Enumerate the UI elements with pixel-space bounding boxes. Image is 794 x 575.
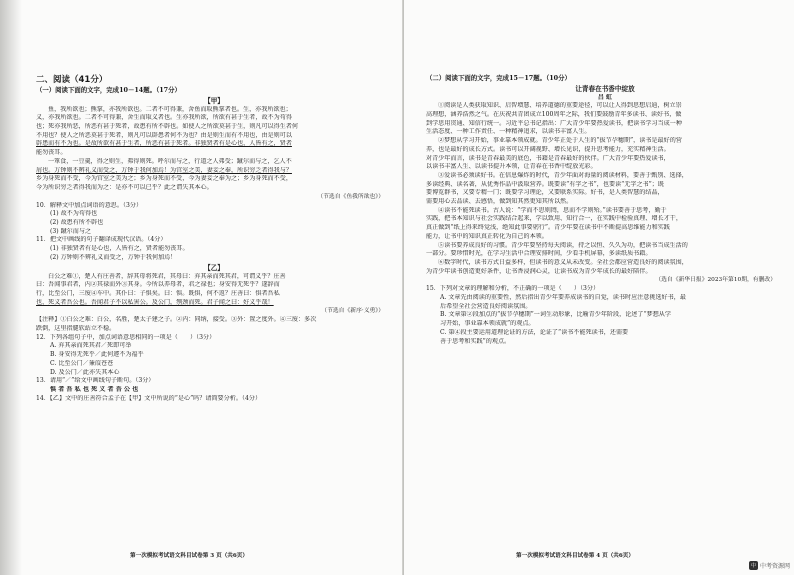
question-15: 15．下列对文章的理解和分析，不正确的一项是（ ）（3分） [426, 285, 600, 293]
passage-line: 一箪食，一豆羹，得之则生，弗得则死。呼尔而与之，行道之人弗受；蹴尔而与之，乞人不 [48, 157, 292, 165]
article-line: 以读书丰富人生、以读书提升本领，让青春在书香中绽放光彩。 [426, 163, 597, 171]
annotation: 【注释】①白公之难：白公，名胜，楚太子建之子。②内：同纳，接受。③外：置之度外。④三废：多次 [36, 316, 317, 324]
question-12-option: B. 身安得无死乎／此何遽不为福乎 [50, 351, 144, 359]
article-line: 高理想，涵养浩然之气。在庆祝共青团成立100周年之际，我们要鼓励青年多读书、读好书，做 [426, 111, 682, 118]
passage-b-title: 【乙】 [204, 263, 224, 272]
passage-line: 屑也。万钟则不辨礼义而受之，万钟于我何加焉！为宫室之美，妻妾之奉，所识穷乏者得我与？ [36, 166, 292, 174]
passage-line: 今为所识穷乏者得我而为之：是亦不可以已乎？此之谓失其本心。 [36, 183, 213, 191]
article-line: ⑤读书要养成良好的习惯。青少年要坚持每天阅读，持之以恒、久久为功，把读书当成生活的 [438, 241, 688, 249]
question-10-item: (2) 故患有所不辟也 [50, 219, 104, 227]
article-line: 到学思用贯通、知信行统一。习近平总书记指出：广大青少年要热爱读书，把读书学习当成一种 [426, 119, 682, 127]
article-line: 要博览群书，又要专精一门；既要学习理论，又要联系实际。好书，是人类智慧的结晶， [426, 189, 664, 197]
question-10-item: (1) 故不为苟得也 [50, 210, 98, 218]
question-13-text: 惧 者 吾 私 也 死 义 者 吾 公 也 [50, 385, 139, 393]
passage-line: 义，亦我所欲也。二者不可得兼，舍生而取义者也。生亦我所欲，所欲有甚于生者，故不为苟得 [36, 114, 292, 122]
article-line: 对青少年而言，读书是青春最美的底色，书籍是青春最好的伙伴。广大青少年要热爱读书， [426, 154, 670, 162]
question-11: 11．把文中画线的句子翻译成现代汉语。（4分） [36, 236, 167, 244]
article-line: ④读书不能死读书。古人说：“学而不思则罔，思而不学则殆。”读书要善于思考，勤于 [438, 206, 667, 214]
passage-line: 不用也？使人之所恶莫甚于死者，则凡可以辟患者何不为也？由是则生而有不用也，由是则可以 [36, 131, 292, 139]
page-footer: 第一次模拟考试语文科目试卷第 3 页（共6页） [130, 553, 248, 559]
article-line: 一部分。要珍惜时光，在学习生活中合理安排时间，少看手机屏幕，多读纸质书籍。 [426, 250, 652, 258]
article-line: 为青少年读书创造更好条件，让书香浸润心灵，让读书成为青少年成长的最好陪伴。 [426, 267, 652, 275]
exam-page-right [404, 0, 794, 575]
passage-line: 白公之难①，楚人有庄善者，辞其母将死君，其母曰：弃其亲而死其君，可谓义乎？庄善 [48, 272, 286, 280]
page-footer: 第一次模拟考试语文科目试卷第 4 页（共6页） [516, 553, 634, 559]
article-body [426, 102, 784, 276]
article-author: 吕 虹 [597, 93, 613, 101]
subsection-heading: （二）阅读下面的文字，完成15－17题。（10分） [426, 74, 571, 82]
annotation: 跌倒，这里指腿软站立不稳。 [36, 325, 116, 333]
question-15-option: 善于思考和实践”的观点。 [440, 337, 511, 345]
passage-a-title: 【甲】 [204, 96, 224, 105]
article-line: 养，也是最好的成长方式。读书可以开阔视野、增长见识，提升思考能力，充实精神生活。 [426, 145, 670, 153]
article-line: ⑥数字时代，读书方式日益多样，但读书的意义从未改变。全社会都应营造良好的阅读氛围， [438, 258, 688, 266]
question-11-item: (1) 非独贤者有是心也，人皆有之，贤者能勿丧耳。 [50, 245, 189, 253]
question-12: 12．下列各组句子中，加点词语意思相同的一项是（ ）（3分） [36, 333, 216, 341]
question-15-option: 习开始，事业靠本领成就”的观点。 [440, 320, 535, 328]
question-15-option: A. 文章先由阅读的重要性，然后指出青少年要养成读书的自觉，读书时应注意挑选好书，最 [440, 294, 686, 302]
passage-a [36, 106, 392, 193]
section-heading: 二、阅读（41分） [36, 75, 108, 85]
article-line: ③爱读书必须读好书。在信息爆炸的时代，青少年面对海量的阅读材料，要善于甄别、选择， [438, 171, 688, 179]
article-line: 实践，把书本知识与社会实践结合起来，学以致用、知行合一，在实践中检验真理、增长才干， [426, 215, 682, 223]
question-12-option: D. 及公门／此亦失其本心 [50, 368, 120, 376]
question-15-option: C. 第④段主要运用道理论证的方法，论证了“读书不能死读书，还需要 [440, 328, 629, 336]
subsection-heading: （一）阅读下面的文字，完成10－14题。（17分） [36, 86, 181, 94]
article-line: 能力，让书中的知识真正转化为自己的本领。 [426, 232, 548, 240]
watermark-logo-icon: 中 [750, 563, 756, 569]
article-line: 多读经典、读名著，从优秀作品中汲取营养。既要读“有字之书”，也要读“无字之书”；既 [426, 180, 664, 188]
passage-line: 乡为身死而不受，今为宫室之美为之；乡为身死而不受，今为妻妾之奉为之；乡为身死而不受， [36, 175, 292, 183]
question-13: 13．请用“／”给文中画线句子断句。（3分） [36, 377, 155, 385]
passage-a-source: （节选自《鱼我所欲也》） [317, 193, 384, 200]
question-12-option: A. 弃其亲而死其君／死即可举 [50, 342, 132, 350]
article-title: 让青春在书香中绽放 [575, 84, 635, 93]
article-line: ①阅读是人类获取知识、启智增慧、培养道德的重要途径，可以让人得到思想启迪，树立崇 [438, 102, 682, 110]
watermark-label: 中考资源网 [759, 563, 790, 570]
question-14: 14．【乙】文中的庄善符合孟子在【甲】文中所说的“是心”吗？请简要分析。（4分） [36, 394, 262, 402]
question-12-option: C. 比至公门／蒹葭苍苍 [50, 359, 114, 367]
scan-edge-shadow [0, 0, 22, 575]
passage-line: 行，比至公门，三废④车中。其仆曰：子惧矣。曰：惧。既惧，何不返？庄善曰：惧者吾私 [36, 289, 280, 297]
passage-b [36, 273, 392, 308]
passage-b-source: （节选自《新序·义勇》） [321, 308, 384, 315]
watermark [749, 561, 790, 570]
article-line: ②梦想从学习开始，事业靠本领成就。青少年正处于人生的“拔节孕穗期”，读书是最好的营 [438, 137, 682, 145]
passage-line: 能勿丧耳。 [36, 149, 67, 157]
passage-line: 鱼，我所欲也；熊掌，亦我所欲也。二者不可得兼，舍鱼而取熊掌者也。生，亦我所欲也； [48, 105, 292, 113]
passage-line: 辟患而有不为也。是故所欲有甚于生者，所恶有甚于死者。非独贤者有是心也，人皆有之，贤者 [36, 140, 292, 148]
article-line: 需要用心去品读、去感悟，做到知其然更知其所以然。 [426, 198, 573, 206]
article-line: 生活态度、一种工作责任、一种精神追求，以读书丰富人生。 [426, 128, 591, 136]
passage-line: 也，死义者吾公也。吾闻君子不以私害公。及公门，刎颈而死。君子闻之曰：好义乎哉！ [36, 298, 274, 306]
question-10: 10．解释文中加点词语的意思。（3分） [36, 201, 143, 209]
article-line: 真正做到“纸上得来终觉浅，绝知此事要躬行”。青少年要在读书中不断提高思维能力和实践 [426, 224, 670, 232]
article-source: （选自《新华日报》2023年第10期，有删改） [655, 277, 776, 284]
passage-line: 也；死亦我所恶，所恶有甚于死者，故患有所不辟也。如使人之所欲莫甚于生，则凡可以得生者何 [36, 123, 299, 130]
passage-line: 曰：吾闻事君者，内②其禄而外③其身。今所以养母者，君之禄也；身安得无死乎？遂辞而 [36, 281, 280, 289]
question-10-item: (3) 蹴尔而与之 [50, 227, 92, 235]
question-15-option: 后希望全社会营造良好阅读氛围。 [440, 302, 532, 310]
question-11-item: (2) 万钟则不辨礼义而受之，万钟于我何加焉！ [50, 253, 177, 261]
question-15-option: B. 文章第②段加点的“拔节孕穗期”一词生动形象，比喻青少年阶段，论述了“梦想从学 [440, 311, 671, 319]
